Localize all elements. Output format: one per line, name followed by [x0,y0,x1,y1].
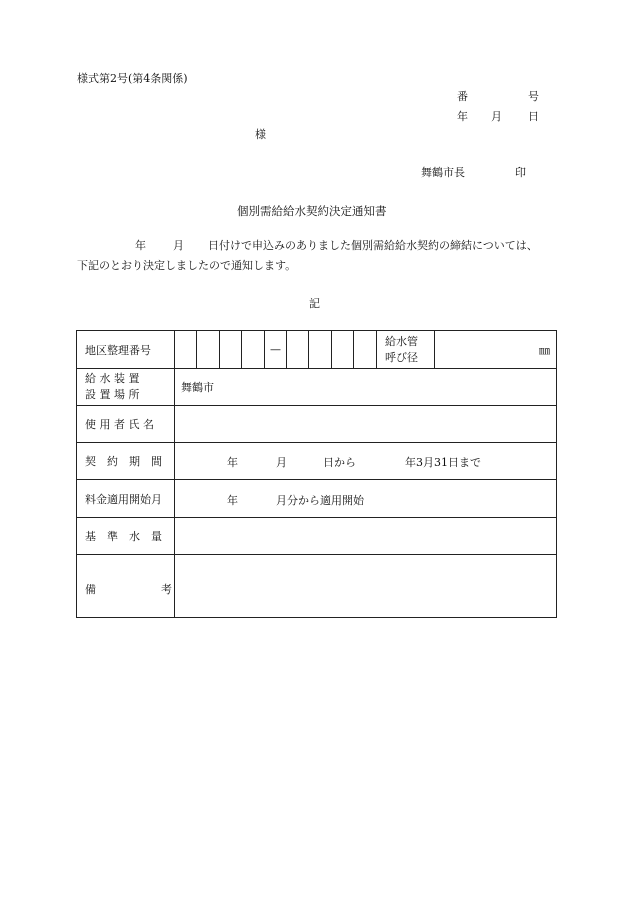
fee-year: 年 [227,493,238,507]
remarks-label-char2: 考 [161,583,172,596]
location-row [77,369,557,406]
pipe-unit: ㎜ [539,343,550,357]
location-label-line1: 給 水 装 置 [85,372,140,385]
fee-start-row [77,480,557,518]
body-line1-text: 日付けで申込みのありました個別需給給水契約の締結については、 [208,239,538,252]
pipe-diameter-value[interactable] [435,331,557,369]
remarks-value[interactable] [175,555,557,618]
user-name-value[interactable] [175,406,557,443]
district-number-row [77,331,557,369]
period-value[interactable] [175,443,557,480]
document-title: 個別需給給水契約決定通知書 [237,204,387,218]
district-digit-cell[interactable] [175,331,197,369]
document-number-label: 番 [457,90,468,103]
pipe-diameter-label [377,331,435,369]
remarks-row [77,555,557,618]
district-digit-cell[interactable] [287,331,309,369]
district-dash: — [265,331,287,369]
district-digit-cell[interactable] [332,331,354,369]
contract-details-table [76,330,557,618]
district-number-label: 地区整理番号 [77,331,175,369]
remarks-label-char1: 備 [85,583,96,596]
pipe-label-line1: 給水管 [385,334,418,348]
remarks-label [77,555,175,618]
district-digit-cell[interactable] [242,331,265,369]
issuer-name: 舞鶴市長 [421,166,465,179]
user-name-row [77,406,557,443]
fee-start-value[interactable] [175,480,557,518]
body-line2-text: 下記のとおり決定しましたので通知します。 [77,259,297,272]
seal-mark: 印 [515,166,526,179]
period-month: 月 [276,456,287,469]
period-day-from: 日から [323,456,356,469]
body-month: 月 [173,239,184,252]
location-value[interactable]: 舞鶴市 [175,369,557,406]
body-year: 年 [135,239,146,252]
base-volume-row [77,518,557,555]
issue-date-month: 月 [491,110,502,123]
period-year: 年 [227,456,238,469]
form-number: 様式第2号(第4条関係) [77,72,188,85]
ki-heading: 記 [309,297,320,310]
period-row [77,443,557,480]
location-label [77,369,175,406]
issue-date-year: 年 [457,110,468,123]
base-volume-value[interactable] [175,518,557,555]
location-label-line2: 設 置 場 所 [85,388,140,401]
fee-month-rest: 月分から適用開始 [276,493,364,507]
district-digit-cell[interactable] [197,331,220,369]
period-end: 年3月31日まで [405,456,481,469]
period-label: 契 約 期 間 [77,443,175,480]
fee-start-label: 料金適用開始月 [77,480,175,518]
addressee-honorific: 様 [255,128,266,141]
notice-body [77,236,557,276]
district-digit-cell[interactable] [220,331,242,369]
base-volume-label: 基 準 水 量 [77,518,175,555]
document-number-suffix: 号 [528,90,539,103]
district-digit-cell[interactable] [309,331,332,369]
user-name-label: 使 用 者 氏 名 [77,406,175,443]
pipe-label-line2: 呼び径 [385,350,418,364]
issue-date-day: 日 [528,110,539,123]
district-digit-cell[interactable] [354,331,377,369]
